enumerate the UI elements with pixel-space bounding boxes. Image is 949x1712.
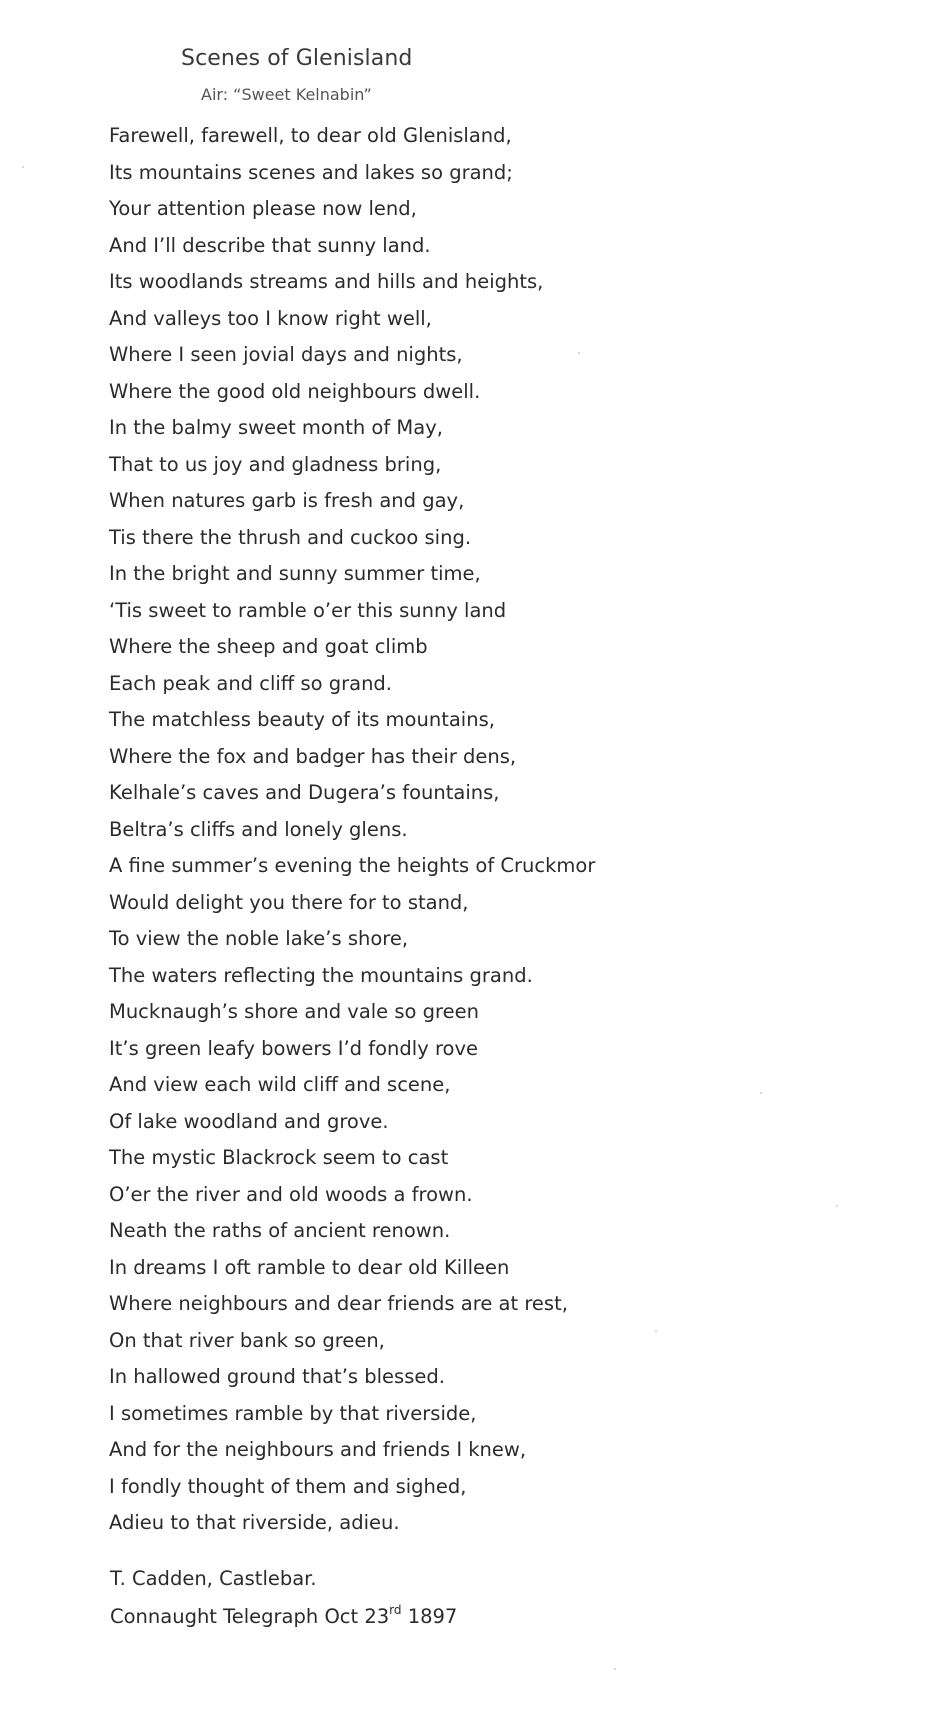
poem-line: Tis there the thrush and cuckoo sing. (109, 525, 472, 549)
poem-line: And I’ll describe that sunny land. (109, 233, 431, 257)
source-ordinal: rd (389, 1603, 402, 1617)
poem-line: It’s green leafy bowers I’d fondly rove (109, 1036, 478, 1060)
poem-line: Kelhale’s caves and Dugera’s fountains, (109, 781, 500, 804)
poem-verse (109, 118, 595, 1542)
poem-line: The mystic Blackrock seem to cast (109, 1146, 449, 1169)
poem-line: Your attention please now lend, (109, 197, 417, 220)
poem-line: ‘Tis sweet to ramble o’er this sunny land (109, 598, 507, 622)
poem-line: Its woodlands streams and hills and heights, (109, 270, 544, 293)
poem-source (110, 1598, 457, 1636)
poem-author: T. Cadden, Castlebar. (110, 1567, 317, 1590)
poem-line: O’er the river and old woods a frown. (109, 1182, 473, 1206)
scan-speck (578, 352, 580, 354)
poem-line: Where the fox and badger has their dens, (109, 744, 517, 768)
poem-line: Farewell, farewell, to dear old Glenisland, (109, 124, 512, 147)
poem-line: Where neighbours and dear friends are at rest, (109, 1292, 568, 1315)
poem-line: In hallowed ground that’s blessed. (109, 1365, 445, 1388)
scan-speck (836, 1205, 838, 1207)
poem-line: Its mountains scenes and lakes so grand; (109, 160, 513, 184)
scan-speck (614, 1668, 616, 1670)
source-year: 1897 (401, 1605, 458, 1628)
poem-line: Adieu to that riverside, adieu. (109, 1511, 400, 1534)
poem-line: On that river bank so green, (109, 1328, 385, 1352)
poem-line: I sometimes ramble by that riverside, (109, 1401, 477, 1425)
poem-line: Of lake woodland and grove. (109, 1109, 389, 1133)
poem-line: In the balmy sweet month of May, (109, 416, 443, 439)
poem-line: Would delight you there for to stand, (109, 890, 469, 914)
poem-line: When natures garb is fresh and gay, (109, 489, 465, 512)
poem-line: Neath the raths of ancient renown. (109, 1219, 451, 1242)
scan-speck (22, 166, 24, 168)
poem-line: And view each wild cliff and scene, (109, 1073, 451, 1096)
poem-line: A fine summer’s evening the heights of Cruckmor (109, 854, 596, 877)
poem-attribution (110, 1560, 457, 1636)
scan-speck (655, 1330, 657, 1332)
poem-line: To view the noble lake’s shore, (109, 927, 409, 950)
poem-line: The matchless beauty of its mountains, (109, 708, 495, 731)
poem-line: Each peak and cliff so grand. (109, 671, 393, 695)
poem-title: Scenes of Glenisland (181, 46, 413, 71)
poem-line: Where I seen jovial days and nights, (109, 343, 463, 366)
poem-line: That to us joy and gladness bring, (109, 452, 442, 476)
poem-line: In dreams I oft ramble to dear old Killeen (109, 1255, 510, 1279)
poem-line: I fondly thought of them and sighed, (109, 1474, 467, 1498)
poem-line: And for the neighbours and friends I knew, (109, 1438, 527, 1461)
poem-line: Where the good old neighbours dwell. (109, 379, 481, 403)
poem-line: The waters reflecting the mountains grand. (109, 963, 533, 987)
poem-air: Air: “Sweet Kelnabin” (201, 85, 372, 104)
poem-line: In the bright and sunny summer time, (109, 562, 481, 585)
poem-line: Mucknaugh’s shore and vale so green (109, 1000, 479, 1023)
poem-line: Where the sheep and goat climb (109, 635, 428, 658)
poem-line: Beltra’s cliffs and lonely glens. (109, 817, 408, 841)
poem-line: And valleys too I know right well, (109, 306, 432, 330)
scan-speck (760, 1092, 762, 1094)
source-publication: Connaught Telegraph Oct 23 (110, 1605, 390, 1628)
